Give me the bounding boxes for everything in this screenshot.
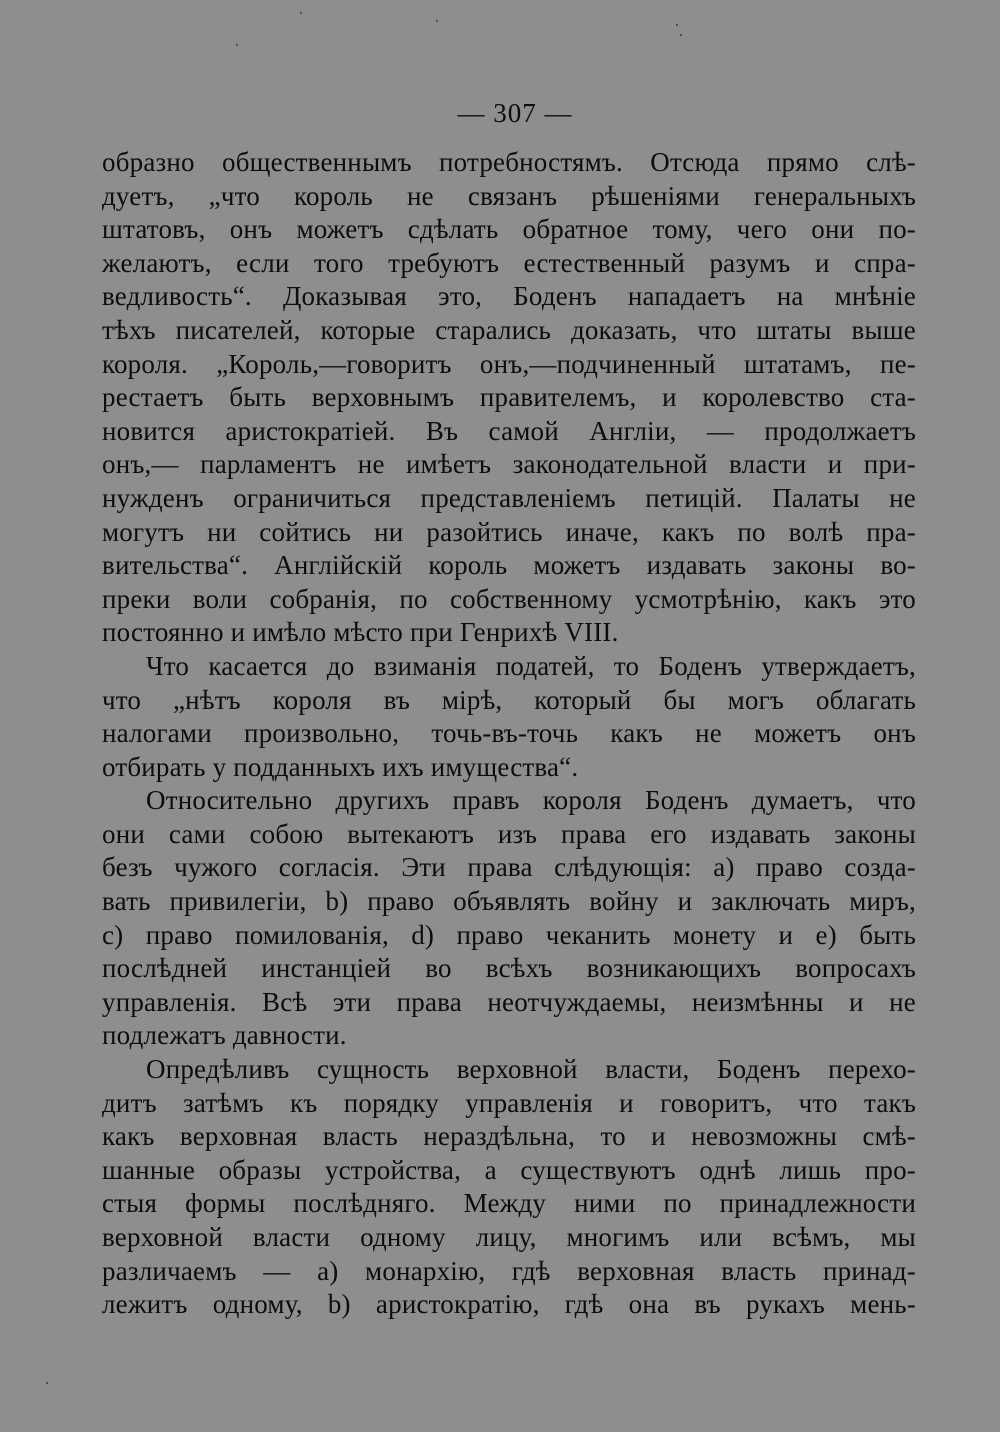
text-line: дитъ затѣмъ къ порядку управленія и говоритъ, что такъ bbox=[102, 1087, 916, 1118]
text-line: рестаетъ быть верховнымъ правителемъ, и королевство ста- bbox=[102, 382, 916, 413]
text-line: c) право помилованія, d) право чеканить монету и e) быть bbox=[102, 919, 916, 950]
text-line: верховной власти одному лицу, многимъ или всѣмъ, мы bbox=[102, 1222, 916, 1252]
text-line: новится аристократіей. Въ самой Англіи, — продолжаетъ bbox=[102, 415, 916, 446]
text-line: короля. „Король,—говоритъ онъ,—подчиненный штатамъ, пе- bbox=[102, 348, 916, 379]
text-line: преки воли собранія, по собственному усмотрѣнію, какъ это bbox=[102, 583, 916, 614]
scan-speck bbox=[680, 34, 682, 36]
text-line: постоянно и имѣло мѣсто при Генрихѣ VIII. bbox=[102, 617, 619, 648]
scan-speck bbox=[236, 44, 238, 46]
text-line: они сами собою вытекаютъ изъ права его издавать законы bbox=[102, 818, 916, 849]
text-line: Относительно другихъ правъ короля Боденъ думаетъ, что bbox=[146, 785, 916, 816]
text-line: ведливость“. Доказывая это, Боденъ нападаетъ на мнѣніе bbox=[102, 281, 916, 312]
text-line: различаемъ — a) монархію, гдѣ верховная власть принад- bbox=[102, 1255, 916, 1286]
text-line: могутъ ни сойтись ни разойтись иначе, какъ по волѣ пра- bbox=[102, 516, 916, 547]
text-line: подлежатъ давности. bbox=[102, 1020, 347, 1051]
text-line: Опредѣливъ сущность верховной власти, Боденъ перехо- bbox=[146, 1054, 916, 1085]
text-line: управленія. Всѣ эти права неотчуждаемы, неизмѣнны и не bbox=[102, 986, 916, 1017]
text-line: отбирать у подданныхъ ихъ имущества“. bbox=[102, 751, 579, 782]
text-line: желаютъ, если того требуютъ естественный разумъ и спра- bbox=[102, 247, 916, 278]
text-line: вать привилегіи, b) право объявлять войну и заключать миръ, bbox=[102, 886, 916, 917]
text-line: налогами произвольно, точь-въ-точь какъ не можетъ онъ bbox=[102, 718, 916, 749]
text-line: дуетъ, „что король не связанъ рѣшеніями генеральныхъ bbox=[102, 180, 916, 211]
text-line: нужденъ ограничиться представленіемъ петицій. Палаты не bbox=[102, 482, 916, 513]
text-line: шанные образы устройства, а существуютъ однѣ лишь про- bbox=[102, 1154, 916, 1185]
text-line: тѣхъ писателей, которые старались доказать, что штаты выше bbox=[102, 314, 916, 345]
text-line: онъ,— парламентъ не имѣетъ законодательной власти и при- bbox=[102, 449, 916, 480]
scan-speck bbox=[300, 12, 302, 14]
text-line: штатовъ, онъ можетъ сдѣлать обратное тому, чего они по- bbox=[102, 214, 916, 245]
body-text bbox=[102, 146, 916, 1322]
scan-speck bbox=[676, 24, 678, 26]
text-line: послѣдней инстанціей во всѣхъ возникающихъ вопросахъ bbox=[102, 953, 916, 984]
text-line: Что касается до взиманія податей, то Боденъ утверждаетъ, bbox=[146, 650, 916, 681]
text-line: какъ верховная власть нераздѣльна, то и невозможны смѣ- bbox=[102, 1121, 916, 1152]
text-line: безъ чужого согласія. Эти права слѣдующія: a) право созда- bbox=[102, 852, 916, 883]
scan-speck bbox=[436, 20, 438, 22]
page-number: — 307 — bbox=[457, 98, 573, 128]
scan-speck bbox=[46, 1382, 48, 1384]
text-line: что „нѣтъ короля въ мірѣ, который бы могъ облагать bbox=[102, 684, 916, 715]
text-line: лежитъ одному, b) аристократію, гдѣ она въ рукахъ мень- bbox=[102, 1289, 916, 1320]
text-line: вительства“. Англійскій король можетъ издавать законы во- bbox=[102, 550, 916, 581]
text-line: стыя формы послѣдняго. Между ними по принадлежности bbox=[102, 1188, 916, 1219]
text-line: образно общественнымъ потребностямъ. Отсюда прямо слѣ- bbox=[102, 147, 916, 177]
